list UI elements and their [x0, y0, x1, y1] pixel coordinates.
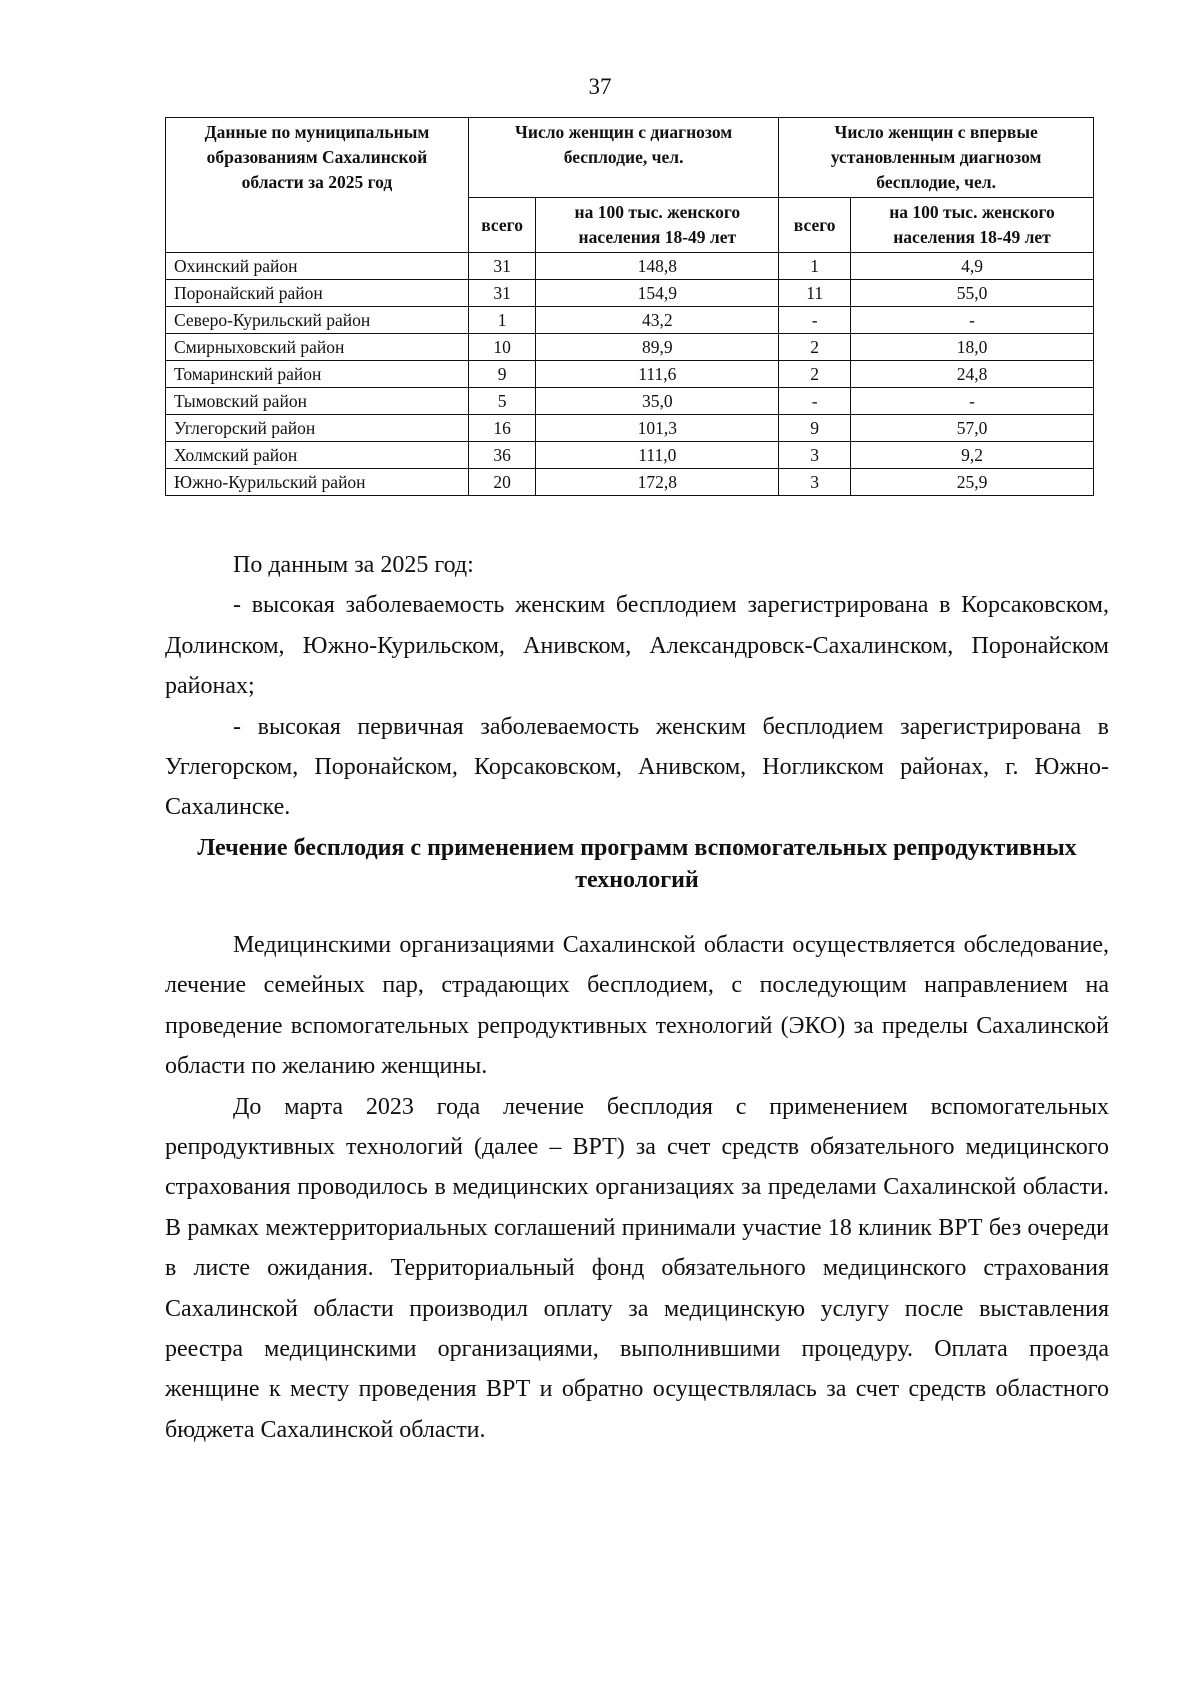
cell-new-per100k: 9,2: [851, 442, 1094, 469]
cell-new-per100k: 24,8: [851, 361, 1094, 388]
morbidity-table: [165, 117, 1094, 496]
bullet-high-primary-morbidity: - высокая первичная заболеваемость женским бесплодием зарегистрирована в Углегорском, Поронайском, Корсаковском, Анивском, Ногликском районах, г. Южно-Сахалинске.: [165, 713, 1109, 821]
cell-per100k: 43,2: [536, 307, 779, 334]
subheader-total: всего: [468, 198, 535, 253]
row-name: Смирныховский район: [166, 334, 469, 361]
table-row: [166, 334, 1094, 361]
row-name: Охинский район: [166, 253, 469, 280]
body-text-treatment: [165, 925, 1109, 1450]
cell-new-per100k: 4,9: [851, 253, 1094, 280]
cell-new-per100k: 55,0: [851, 280, 1094, 307]
cell-new-per100k: 18,0: [851, 334, 1094, 361]
cell-total: 1: [468, 307, 535, 334]
table-row: [166, 307, 1094, 334]
cell-new-total: 3: [779, 442, 851, 469]
cell-per100k: 148,8: [536, 253, 779, 280]
row-name: Холмский район: [166, 442, 469, 469]
header-municipality: Данные по муниципальным образованиям Сахалинской области за 2025 год: [166, 118, 469, 253]
row-name: Тымовский район: [166, 388, 469, 415]
cell-new-total: -: [779, 388, 851, 415]
cell-per100k: 172,8: [536, 469, 779, 496]
cell-new-total: 3: [779, 469, 851, 496]
row-name: Томаринский район: [166, 361, 469, 388]
table-row: [166, 280, 1094, 307]
row-name: Поронайский район: [166, 280, 469, 307]
cell-total: 16: [468, 415, 535, 442]
cell-new-per100k: -: [851, 388, 1094, 415]
table-row: [166, 361, 1094, 388]
bullet-high-morbidity: - высокая заболеваемость женским бесплодием зарегистрирована в Корсаковском, Долинском, Южно-Курильском, Анивском, Александровск-Сахалинском, Поронайском районах;: [165, 592, 1109, 700]
table-row: [166, 253, 1094, 280]
subheader-per100k: на 100 тыс. женского населения 18-49 лет: [851, 198, 1094, 253]
table-row: [166, 388, 1094, 415]
cell-per100k: 111,6: [536, 361, 779, 388]
section-heading: Лечение бесплодия с применением программ вспомогательных репродуктивных технологий: [197, 835, 1077, 893]
table-row: [166, 469, 1094, 496]
cell-per100k: 89,9: [536, 334, 779, 361]
section-heading-block: [165, 832, 1109, 896]
cell-new-per100k: 25,9: [851, 469, 1094, 496]
subheader-per100k: на 100 тыс. женского населения 18-49 лет: [536, 198, 779, 253]
header-infertility-new-group: Число женщин с впервые установленным диагнозом бесплодие, чел.: [779, 118, 1094, 198]
body-text-summary: [165, 545, 1109, 828]
table-header-row: [166, 118, 1094, 198]
cell-total: 9: [468, 361, 535, 388]
cell-per100k: 154,9: [536, 280, 779, 307]
table-row: [166, 415, 1094, 442]
cell-new-total: 11: [779, 280, 851, 307]
cell-total: 10: [468, 334, 535, 361]
paragraph-art-history: До марта 2023 года лечение бесплодия с применением вспомогательных репродуктивных технологий (далее – ВРТ) за счет средств обязательного медицинского страхования проводилось в медицинских организациях за пределами Сахалинской области. В рамках межтерриториальных соглашений принимали участие 18 клиник ВРТ без очереди в листе ожидания. Территориальный фонд обязательного медицинского страхования Сахалинской области производил оплату за медицинскую услугу после выставления реестра медицинскими организациями, выполнившими процедуру. Оплата проезда женщине к месту проведения ВРТ и обратно осуществлялась за счет средств областного бюджета Сахалинской области.: [165, 1093, 1109, 1443]
cell-new-total: 9: [779, 415, 851, 442]
cell-new-total: 1: [779, 253, 851, 280]
cell-per100k: 101,3: [536, 415, 779, 442]
row-name: Южно-Курильский район: [166, 469, 469, 496]
cell-per100k: 35,0: [536, 388, 779, 415]
paragraph-examination: Медицинскими организациями Сахалинской области осуществляется обследование, лечение семейных пар, страдающих бесплодием, с последующим направлением на проведение вспомогательных репродуктивных технологий (ЭКО) за пределы Сахалинской области по желанию женщины.: [165, 932, 1109, 1080]
cell-new-total: 2: [779, 361, 851, 388]
cell-total: 36: [468, 442, 535, 469]
cell-new-total: 2: [779, 334, 851, 361]
cell-new-total: -: [779, 307, 851, 334]
header-infertility-total-group: Число женщин с диагнозом бесплодие, чел.: [468, 118, 778, 198]
cell-total: 31: [468, 253, 535, 280]
page-number: 37: [588, 74, 612, 99]
cell-new-per100k: 57,0: [851, 415, 1094, 442]
subheader-total: всего: [779, 198, 851, 253]
intro-paragraph: По данным за 2025 год:: [233, 552, 474, 578]
row-name: Углегорский район: [166, 415, 469, 442]
cell-per100k: 111,0: [536, 442, 779, 469]
row-name: Северо-Курильский район: [166, 307, 469, 334]
cell-new-per100k: -: [851, 307, 1094, 334]
cell-total: 31: [468, 280, 535, 307]
cell-total: 5: [468, 388, 535, 415]
cell-total: 20: [468, 469, 535, 496]
table-row: [166, 442, 1094, 469]
